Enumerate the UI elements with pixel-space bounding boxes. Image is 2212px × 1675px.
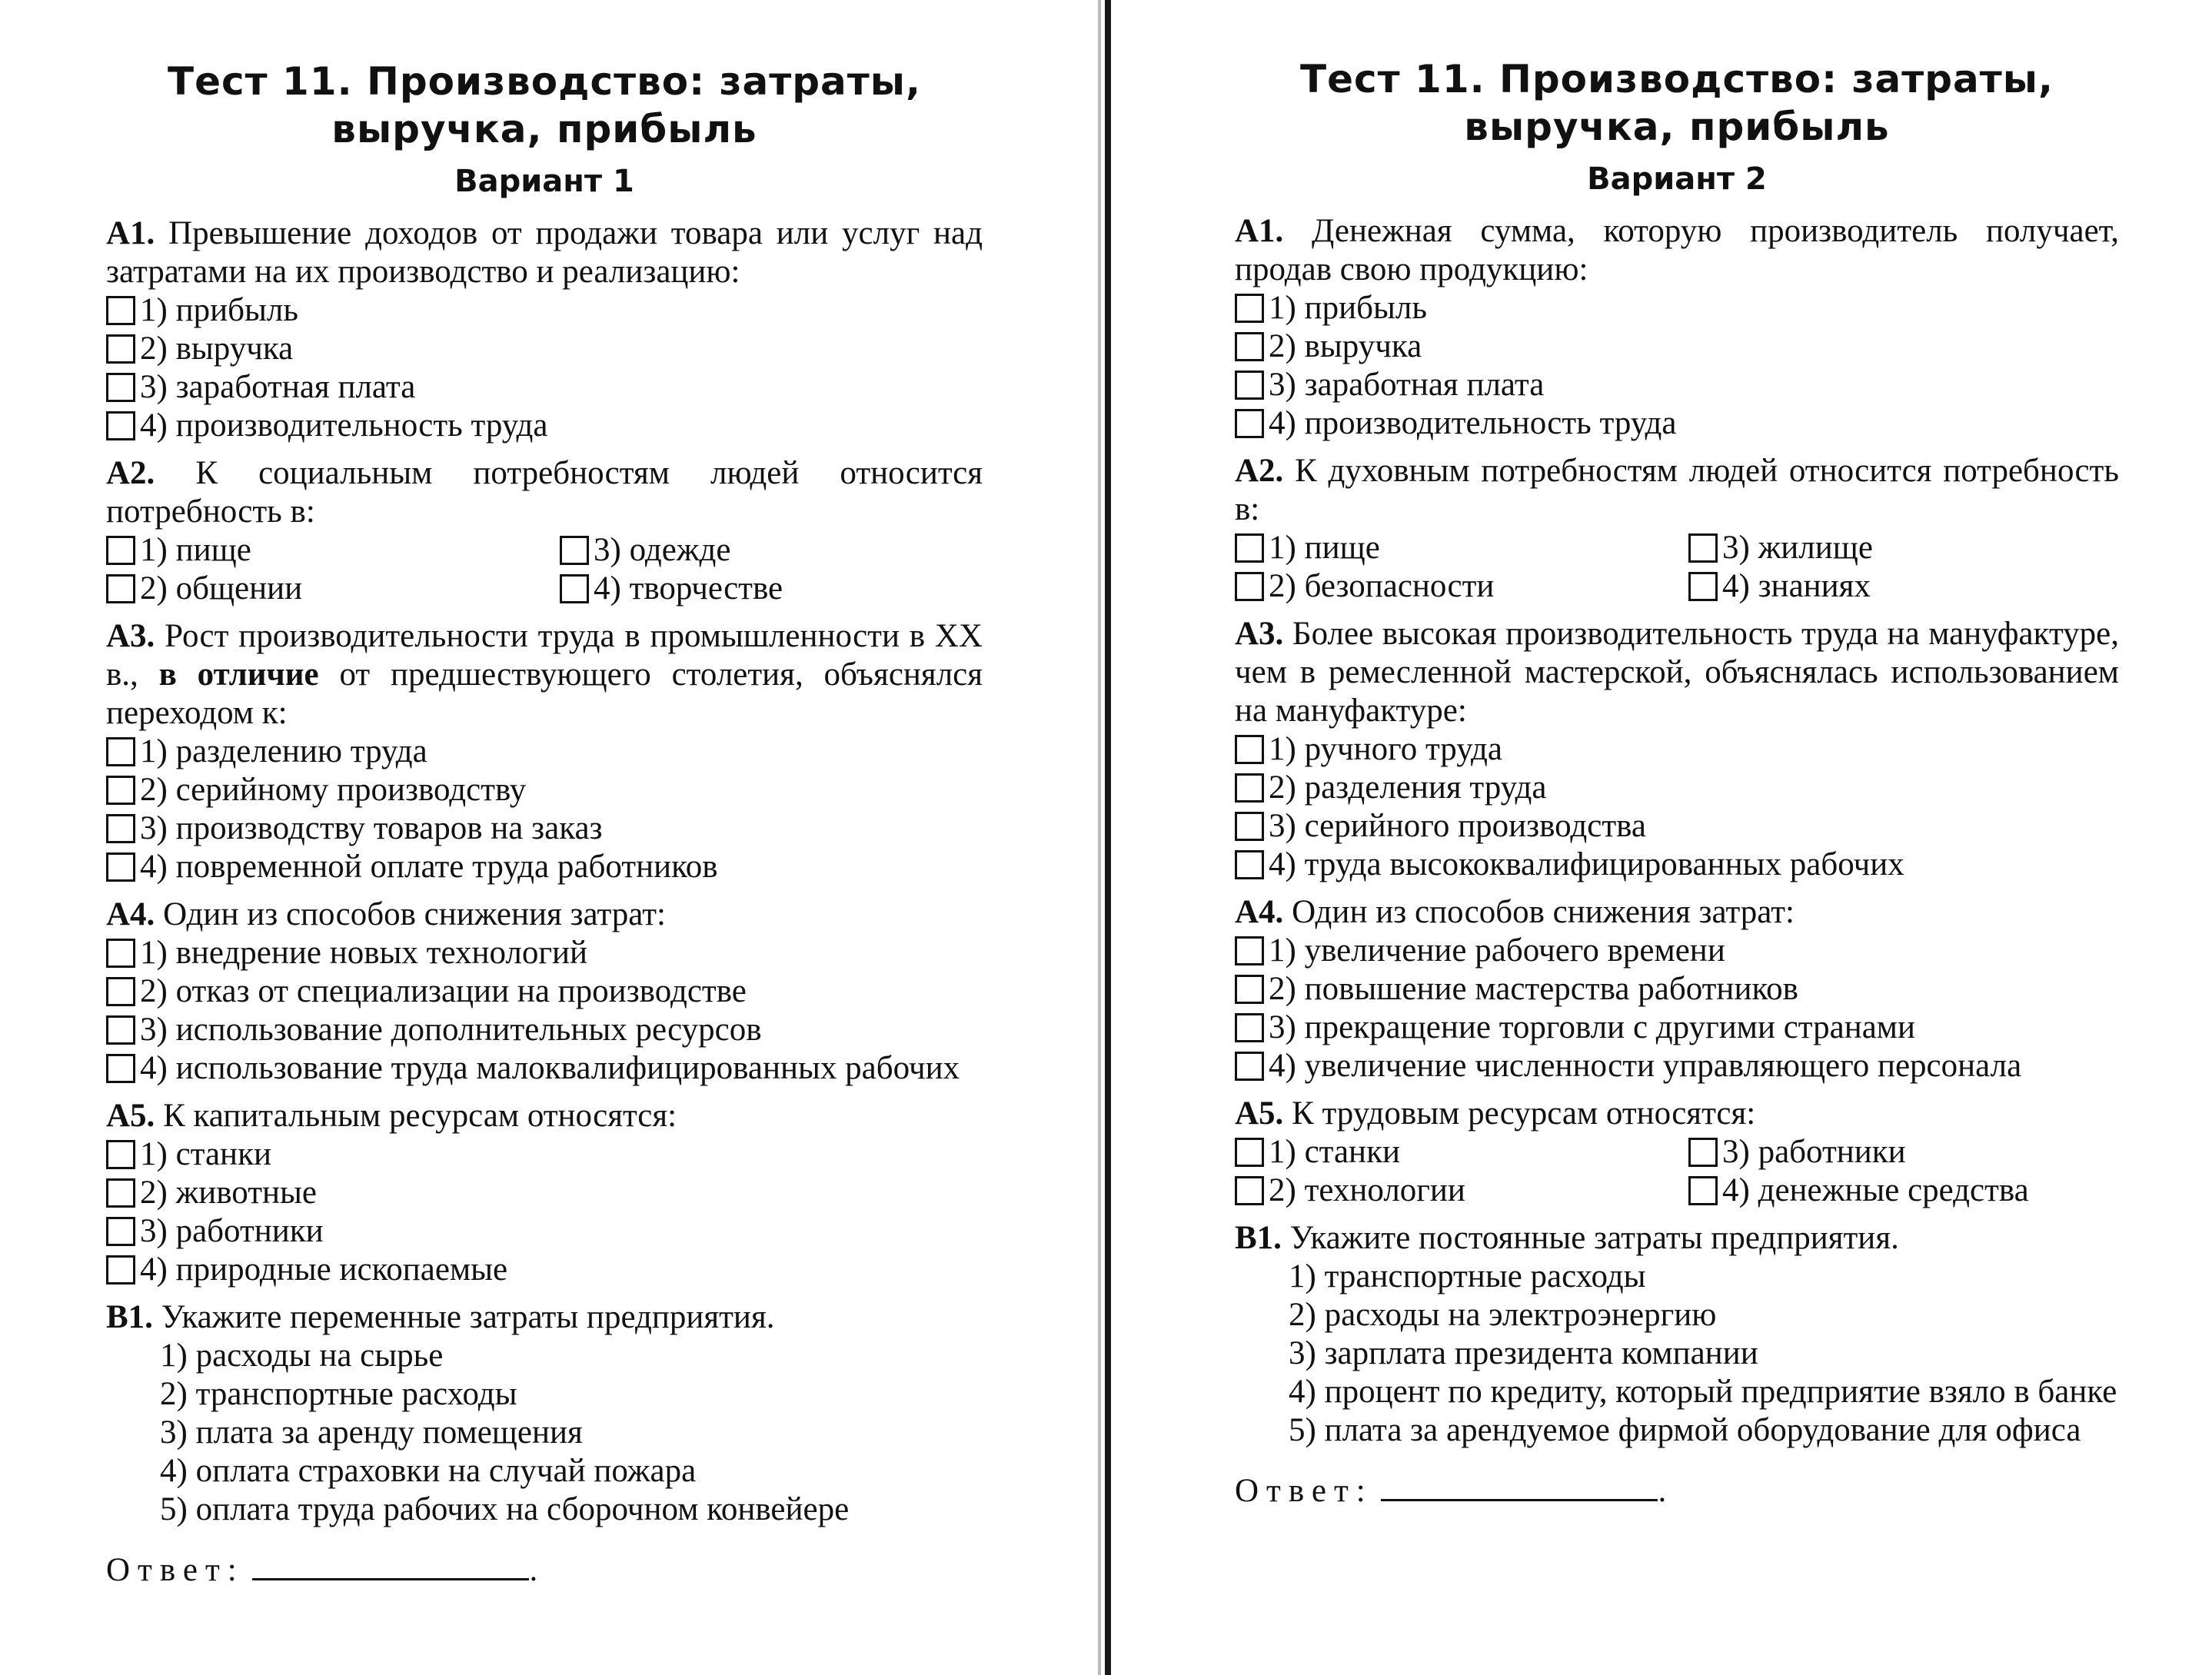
checkbox[interactable]: [106, 977, 135, 1006]
answer-field[interactable]: [252, 1550, 529, 1580]
question-a5: [1235, 1095, 2119, 1210]
question-a5: [106, 1097, 983, 1289]
list-item: 2) расходы на электроэнергию: [1289, 1297, 1717, 1333]
option-label: 4) повременной оплате труда работников: [140, 849, 718, 885]
checkbox[interactable]: [106, 1178, 135, 1208]
checkbox[interactable]: [1235, 371, 1264, 400]
question-a1: [1235, 212, 2119, 443]
option-1[interactable]: [106, 1135, 983, 1174]
option-label: 4) знаниях: [1722, 568, 1871, 604]
checkbox[interactable]: [1235, 975, 1264, 1004]
option-label: 1) разделению труда: [140, 733, 427, 769]
option-label: 2) выручка: [140, 331, 294, 367]
option-1[interactable]: [1235, 932, 2119, 970]
checkbox[interactable]: [106, 939, 135, 968]
option-label: 1) станки: [140, 1136, 271, 1172]
option-label: 2) отказ от специализации на производстве: [140, 973, 747, 1009]
option-2[interactable]: [106, 972, 983, 1011]
title-line-1: Тест 11. Производство: затраты,: [1300, 57, 2054, 101]
option-3[interactable]: [106, 1212, 983, 1251]
question-text: Рост производительности труда в промышленности в XX в.,: [106, 618, 983, 693]
answer-row: [106, 1550, 983, 1589]
option-4[interactable]: [560, 570, 983, 608]
checkbox[interactable]: [1235, 773, 1264, 803]
option-2[interactable]: [1235, 769, 2119, 807]
list-item: 1) расходы на сырье: [160, 1338, 444, 1374]
test-title: [106, 58, 983, 153]
option-label: 2) общении: [140, 570, 303, 607]
checkbox[interactable]: [106, 1255, 135, 1284]
option-3[interactable]: [560, 531, 983, 570]
option-2[interactable]: [106, 771, 983, 809]
option-2[interactable]: [106, 1174, 983, 1212]
page-left: [106, 0, 983, 1675]
answer-label: Ответ:: [1235, 1473, 1373, 1509]
option-2[interactable]: [1235, 327, 2119, 366]
option-label: 2) технологии: [1269, 1172, 1465, 1208]
option-label: 1) прибыль: [1269, 290, 1427, 326]
checkbox[interactable]: [106, 411, 135, 440]
option-label: 1) пище: [140, 532, 251, 568]
option-label: 4) денежные средства: [1722, 1172, 2029, 1208]
book-spine: [1105, 0, 1111, 1675]
option-2[interactable]: [106, 330, 983, 368]
option-1[interactable]: [1235, 529, 1688, 567]
question-stem: [106, 1298, 983, 1337]
option-3[interactable]: [106, 368, 983, 407]
option-label: 3) заработная плата: [1269, 367, 1545, 403]
option-2[interactable]: [1235, 567, 1688, 606]
option-label: 3) работники: [1722, 1134, 1906, 1170]
question-stem: [106, 896, 983, 934]
checkbox[interactable]: [1688, 572, 1718, 601]
option-label: 4) природные ископаемые: [140, 1251, 508, 1288]
checkbox[interactable]: [560, 536, 589, 565]
option-1[interactable]: [1235, 730, 2119, 769]
option-label: 2) безопасности: [1269, 568, 1495, 604]
option-label: 3) серийного производства: [1269, 808, 1646, 844]
list-item: 1) транспортные расходы: [1289, 1258, 1646, 1294]
question-stem: [106, 214, 983, 291]
option-4[interactable]: [106, 848, 983, 886]
options-list: [1235, 1258, 2119, 1450]
option-2[interactable]: [1235, 970, 2119, 1009]
question-text-cont: от предшествующего столетия, объяснялся переходом к:: [106, 656, 983, 731]
option-1[interactable]: [106, 733, 983, 771]
option-4[interactable]: [106, 407, 983, 445]
question-text: Превышение доходов от продажи товара или услуг над затратами на их производство и реализацию:: [106, 215, 983, 290]
list-item: 2) транспортные расходы: [160, 1376, 517, 1412]
option-3[interactable]: [1235, 366, 2119, 404]
option-label: 3) одежде: [594, 532, 731, 568]
option-2[interactable]: [1235, 1172, 1688, 1210]
checkbox[interactable]: [106, 1217, 135, 1246]
title-line-2: выручка, прибыль: [1464, 105, 1890, 149]
option-label: 4) производительность труда: [1269, 405, 1677, 441]
option-label: 3) работники: [140, 1213, 324, 1249]
option-1[interactable]: [106, 934, 983, 972]
option-1[interactable]: [106, 291, 983, 330]
option-4[interactable]: [1235, 846, 2119, 884]
options-list: [106, 934, 983, 1088]
checkbox[interactable]: [106, 1140, 135, 1169]
question-text: Более высокая производительность труда на мануфактуре, чем в ремесленной мастерской, объяснялась использованием на мануфактуре:: [1235, 616, 2120, 729]
option-label: 2) разделения труда: [1269, 769, 1547, 806]
options-list: [1235, 932, 2119, 1085]
option-label: 3) прекращение торговли с другими странами: [1269, 1009, 1916, 1045]
question-label: А4.: [1235, 894, 1284, 930]
question-a1: [106, 214, 983, 445]
checkbox[interactable]: [560, 574, 589, 603]
question-text: Один из способов снижения затрат:: [1292, 894, 1795, 930]
question-label: В1.: [106, 1299, 153, 1335]
option-3[interactable]: [1235, 807, 2119, 846]
option-4[interactable]: [1235, 404, 2119, 443]
question-text: Укажите переменные затраты предприятия.: [161, 1299, 775, 1335]
checkbox[interactable]: [106, 737, 135, 766]
checkbox[interactable]: [1235, 572, 1264, 601]
option-label: 4) использование труда малоквалифицированных рабочих: [140, 1050, 960, 1086]
checkbox[interactable]: [106, 373, 135, 402]
option-4[interactable]: [1688, 567, 2119, 606]
option-3[interactable]: [1688, 529, 2119, 567]
checkbox[interactable]: [106, 776, 135, 805]
question-a3: [106, 617, 983, 886]
question-stem: [1235, 1219, 2119, 1258]
option-4[interactable]: [106, 1049, 983, 1088]
title-line-1: Тест 11. Производство: затраты,: [168, 59, 921, 104]
option-label: 1) ручного труда: [1269, 731, 1502, 767]
question-stem: [1235, 452, 2119, 529]
question-label: А3.: [1235, 616, 1284, 652]
option-1[interactable]: [1235, 1133, 1688, 1172]
question-label: А2.: [1235, 453, 1284, 489]
question-text: К духовным потребностям людей относится потребность в:: [1235, 453, 2119, 527]
checkbox[interactable]: [1235, 850, 1264, 879]
checkbox[interactable]: [106, 1054, 135, 1083]
question-a4: [1235, 893, 2119, 1085]
checkbox[interactable]: [106, 574, 135, 603]
checkbox[interactable]: [1235, 1013, 1264, 1042]
option-label: 1) увеличение рабочего времени: [1269, 932, 1725, 969]
checkbox[interactable]: [106, 296, 135, 325]
options-list: [106, 733, 983, 886]
option-3[interactable]: [106, 1011, 983, 1049]
checkbox[interactable]: [1235, 409, 1264, 438]
options-grid: [1235, 529, 2119, 606]
question-text: Укажите постоянные затраты предприятия.: [1289, 1220, 1899, 1256]
options-list: [1235, 730, 2119, 884]
checkbox[interactable]: [1235, 812, 1264, 841]
question-a3: [1235, 615, 2119, 884]
question-text: К трудовым ресурсам относятся:: [1292, 1095, 1756, 1132]
question-a4: [106, 896, 983, 1088]
option-3[interactable]: [1688, 1133, 2119, 1172]
checkbox[interactable]: [1688, 1176, 1718, 1205]
option-label: 2) выручка: [1269, 328, 1422, 364]
option-1[interactable]: [106, 531, 560, 570]
option-label: 3) производству товаров на заказ: [140, 810, 603, 846]
page-right: [1235, 0, 2119, 1675]
options-grid: [1235, 1133, 2119, 1210]
question-stem: [1235, 893, 2119, 932]
question-label: А4.: [106, 896, 155, 932]
question-stem: [106, 454, 983, 531]
answer-label: Ответ:: [106, 1552, 244, 1588]
question-stem: [1235, 1095, 2119, 1133]
answer-end: .: [1658, 1473, 1667, 1509]
options-grid: [106, 531, 983, 608]
question-b1: [1235, 1219, 2119, 1450]
option-label: 3) жилище: [1722, 530, 1873, 566]
options-list: [106, 1337, 983, 1529]
option-label: 1) внедрение новых технологий: [140, 935, 588, 971]
question-stem: [1235, 212, 2119, 289]
answer-end: .: [529, 1552, 538, 1588]
option-4[interactable]: [1235, 1047, 2119, 1085]
option-label: 3) использование дополнительных ресурсов: [140, 1012, 762, 1048]
question-label: А5.: [1235, 1095, 1284, 1132]
option-2[interactable]: [106, 570, 560, 608]
option-label: 4) труда высококвалифицированных рабочих: [1269, 846, 1904, 882]
question-text: К капитальным ресурсам относятся:: [163, 1098, 677, 1134]
option-label: 1) станки: [1269, 1134, 1400, 1170]
checkbox[interactable]: [106, 852, 135, 882]
list-item: 3) зарплата президента компании: [1289, 1335, 1758, 1371]
checkbox[interactable]: [106, 1015, 135, 1045]
answer-row: [1235, 1471, 2119, 1510]
question-stem: [106, 1097, 983, 1135]
question-label: А5.: [106, 1098, 155, 1134]
question-stem: [106, 617, 983, 733]
list-item: 4) процент по кредиту, который предприятие взяло в банке: [1289, 1374, 2117, 1410]
checkbox[interactable]: [1235, 1176, 1264, 1205]
option-label: 2) животные: [140, 1175, 318, 1211]
option-1[interactable]: [1235, 289, 2119, 327]
checkbox[interactable]: [1235, 294, 1264, 323]
checkbox[interactable]: [1235, 936, 1264, 965]
checkbox[interactable]: [1235, 332, 1264, 361]
question-a2: [106, 454, 983, 608]
checkbox[interactable]: [106, 334, 135, 364]
question-text: Один из способов снижения затрат:: [163, 896, 667, 932]
question-label: А3.: [106, 618, 155, 654]
list-item: 4) оплата страховки на случай пожара: [160, 1453, 697, 1489]
option-4[interactable]: [106, 1251, 983, 1289]
question-b1: [106, 1298, 983, 1529]
checkbox[interactable]: [1688, 1138, 1718, 1167]
option-label: 4) производительность труда: [140, 407, 548, 444]
options-list: [1235, 289, 2119, 443]
question-label: А2.: [106, 455, 155, 491]
question-stem: [1235, 615, 2119, 730]
option-label: 1) пище: [1269, 530, 1380, 566]
option-label: 2) повышение мастерства работников: [1269, 971, 1798, 1007]
title-line-2: выручка, прибыль: [331, 107, 757, 151]
options-list: [106, 1135, 983, 1289]
question-label: В1.: [1235, 1220, 1282, 1256]
question-label: А1.: [106, 215, 155, 251]
option-label: 4) увеличение численности управляющего персонала: [1269, 1048, 2022, 1084]
question-label: А1.: [1235, 213, 1284, 249]
checkbox[interactable]: [1235, 1138, 1264, 1167]
list-item: 5) оплата труда рабочих на сборочном конвейере: [160, 1491, 850, 1527]
question-emphasis: в отличие: [158, 656, 319, 693]
list-item: 3) плата за аренду помещения: [160, 1414, 583, 1451]
checkbox[interactable]: [1235, 533, 1264, 563]
checkbox[interactable]: [1688, 533, 1718, 563]
option-label: 3) заработная плата: [140, 369, 416, 405]
checkbox[interactable]: [106, 536, 135, 565]
option-3[interactable]: [1235, 1009, 2119, 1047]
option-label: 1) прибыль: [140, 292, 298, 328]
option-4[interactable]: [1688, 1172, 2119, 1210]
checkbox[interactable]: [1235, 1052, 1264, 1081]
checkbox[interactable]: [1235, 735, 1264, 764]
option-label: 4) творчестве: [594, 570, 783, 607]
options-list: [106, 291, 983, 445]
test-title: [1235, 55, 2119, 151]
variant-heading: Вариант 2: [1587, 161, 1767, 197]
list-item: 5) плата за арендуемое фирмой оборудование для офиса: [1289, 1412, 2081, 1448]
option-label: 2) серийному производству: [140, 772, 527, 808]
question-text: Денежная сумма, которую производитель получает, продав свою продукцию:: [1235, 213, 2119, 287]
checkbox[interactable]: [106, 814, 135, 843]
page-gutter-shadow: [1098, 0, 1101, 1675]
question-a2: [1235, 452, 2119, 606]
answer-field[interactable]: [1381, 1471, 1658, 1501]
option-3[interactable]: [106, 809, 983, 848]
variant-heading: Вариант 1: [454, 164, 634, 199]
question-text: К социальным потребностям людей относится потребность в:: [106, 455, 983, 530]
